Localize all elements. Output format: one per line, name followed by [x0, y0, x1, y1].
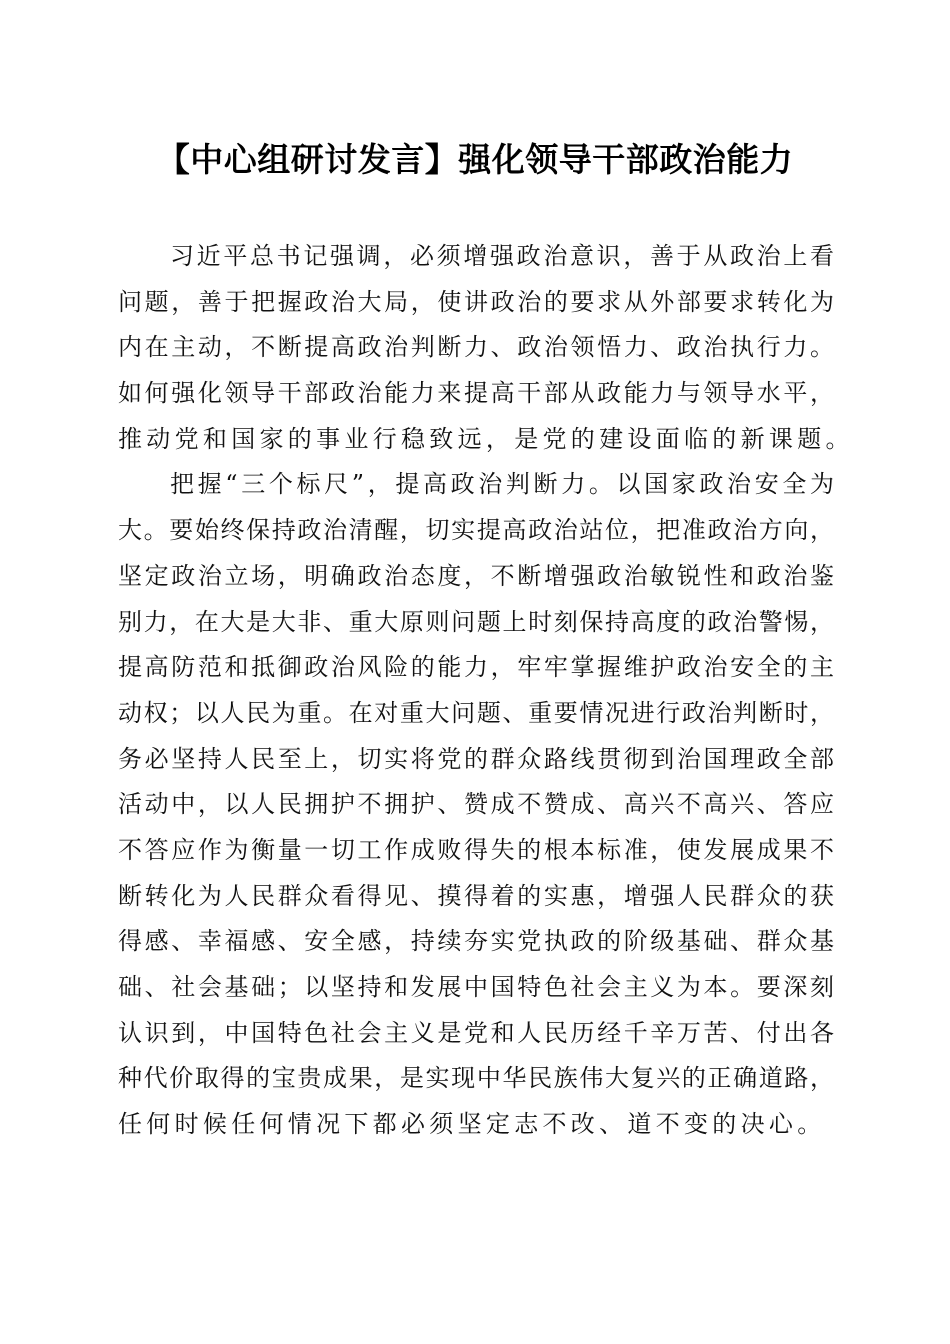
text-line: 推动党和国家的事业行稳致远，是党的建设面临的新课题。: [118, 424, 854, 453]
text-line: 内在主动，不断提高政治判断力、政治领悟力、政治执行力。: [118, 333, 834, 362]
text-line: 问题，善于把握政治大局，使讲政治的要求从外部要求转化为: [118, 287, 834, 316]
text-line: 如何强化领导干部政治能力来提高干部从政能力与领导水平，: [118, 379, 834, 408]
text-line: 大。要始终保持政治清醒，切实提高政治站位，把准政治方向，: [118, 516, 834, 545]
document-body: [118, 234, 854, 1148]
paragraph-intro: [118, 234, 854, 462]
text-line: 提高防范和抵御政治风险的能力，牢牢掌握维护政治安全的主: [118, 653, 834, 682]
text-line: 础、社会基础；以坚持和发展中国特色社会主义为本。要深刻: [118, 973, 834, 1001]
text-line: 习近平总书记强调，必须增强政治意识，善于从政治上看: [170, 242, 834, 270]
text-line: 务必坚持人民至上，切实将党的群众路线贯彻到治国理政全部: [118, 744, 834, 773]
text-line: 任何时候任何情况下都必须坚定志不改、道不变的决心。: [118, 1110, 826, 1139]
text-line: 活动中，以人民拥护不拥护、赞成不赞成、高兴不高兴、答应: [118, 790, 834, 819]
text-line: 得感、幸福感、安全感，持续夯实党执政的阶级基础、群众基: [118, 927, 834, 956]
text-line: 把握“三个标尺”，提高政治判断力。以国家政治安全为: [170, 470, 834, 499]
document-title: 【中心组研讨发言】强化领导干部政治能力: [156, 140, 794, 179]
text-line: 别力，在大是大非、重大原则问题上时刻保持高度的政治警惕，: [118, 607, 834, 636]
text-line: 不答应作为衡量一切工作成败得失的根本标准，使发展成果不: [118, 835, 834, 864]
text-line: 种代价取得的宝贵成果，是实现中华民族伟大复兴的正确道路，: [118, 1064, 834, 1093]
paragraph-political-judgment: [118, 462, 834, 1147]
text-line: 认识到，中国特色社会主义是党和人民历经千辛万苦、付出各: [118, 1018, 834, 1047]
text-line: 断转化为人民群众看得见、摸得着的实惠，增强人民群众的获: [118, 881, 834, 910]
text-line: 动权；以人民为重。在对重大问题、重要情况进行政治判断时，: [118, 698, 834, 727]
text-line: 坚定政治立场，明确政治态度，不断增强政治敏锐性和政治鉴: [118, 561, 834, 590]
